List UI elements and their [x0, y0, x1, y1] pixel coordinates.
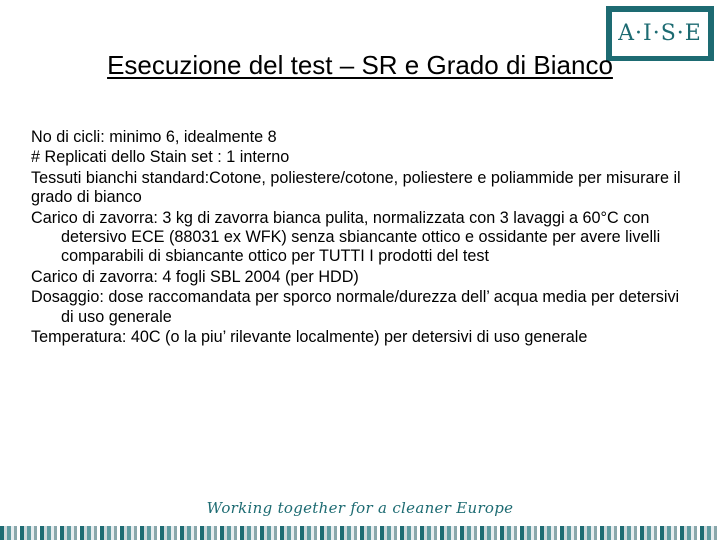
- body-paragraph: Dosaggio: dose raccomandata per sporco normale/durezza dell’ acqua media per detersivi di uso generale: [31, 288, 680, 326]
- footer-stripe-decoration: [0, 526, 720, 540]
- body-paragraph: Carico di zavorra: 4 fogli SBL 2004 (per HDD): [31, 267, 359, 286]
- body-paragraph: No di cicli: minimo 6, idealmente 8: [31, 128, 277, 146]
- slide-title: Esecuzione del test – SR e Grado di Bianco: [107, 50, 613, 80]
- body-paragraph: Tessuti bianchi standard:Cotone, poliestere/cotone, poliestere e poliammide per misurare il grado di bianco: [31, 168, 681, 207]
- footer-slogan: Working together for a cleaner Europe: [206, 499, 514, 517]
- body-paragraph: # Replicati dello Stain set : 1 interno: [31, 148, 290, 167]
- body-paragraph: Temperatura: 40C (o la piu’ rilevante localmente) per detersivi di uso generale: [31, 328, 588, 347]
- slide-body: [31, 128, 693, 348]
- aise-logo-text: A·I·S·E: [612, 12, 708, 56]
- body-paragraph: Carico di zavorra: 3 kg di zavorra bianca pulita, normalizzata con 3 lavaggi a 60°C con detersivo ECE (88031 ex WFK) senza sbiancante ottico e ossidante per avere livelli comparabili di sbiancante ottico per TUTTI I prodotti del test: [31, 208, 661, 266]
